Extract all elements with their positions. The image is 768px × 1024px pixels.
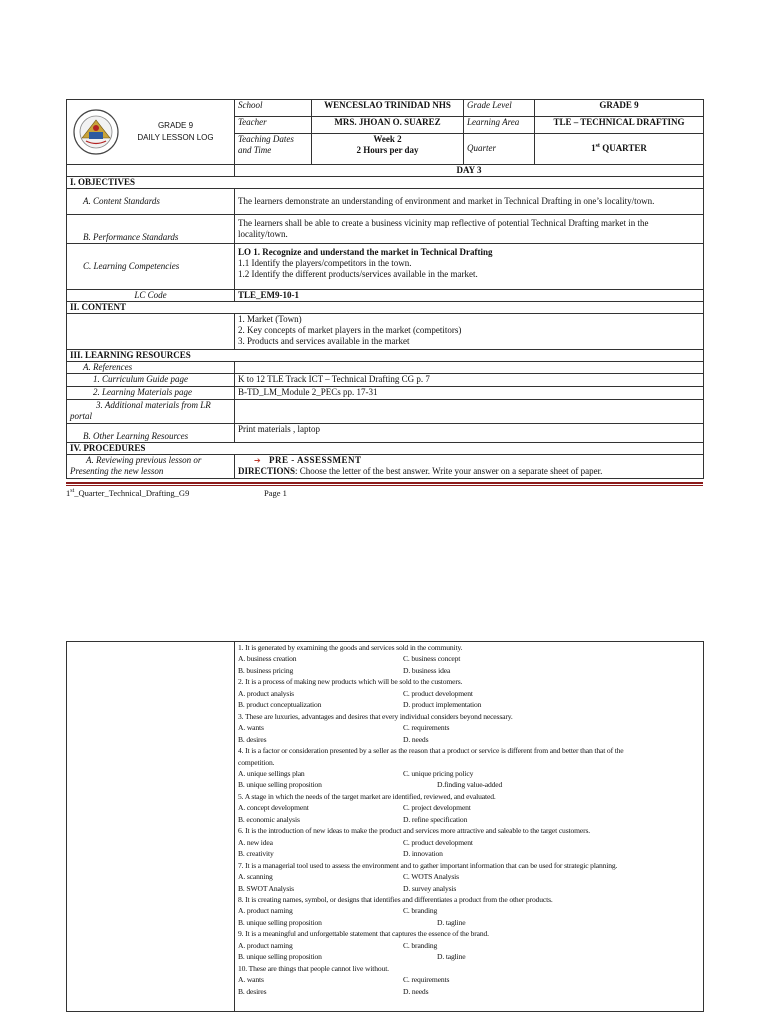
- option-d: D. needs: [403, 734, 429, 744]
- learning-competencies-cell: [235, 244, 704, 290]
- grade-level-value: GRADE 9: [535, 100, 704, 117]
- option-row: [238, 653, 700, 664]
- school-seal-icon: [72, 108, 120, 156]
- performance-standards-label: B. Performance Standards: [67, 215, 235, 244]
- option-a: A. concept development: [238, 803, 309, 813]
- question-stem: 2. It is a process of making new products which will be sold to the customers.: [238, 677, 463, 687]
- teaching-dates-label: Teaching Dates and Time: [235, 133, 312, 164]
- option-c: C. branding: [403, 906, 438, 916]
- option-b: B. business pricing: [238, 665, 294, 675]
- option-b: B. product conceptualization: [238, 700, 322, 710]
- option-a: A. business creation: [238, 654, 297, 664]
- grade-title: GRADE 9: [157, 121, 194, 130]
- option-c: C. product development: [403, 688, 473, 698]
- option-row: [238, 871, 700, 882]
- learning-materials-label: 2. Learning Materials page: [67, 387, 235, 400]
- option-row: [238, 688, 700, 699]
- learning-area-label: Learning Area: [464, 116, 535, 133]
- teacher-label: Teacher: [235, 116, 312, 133]
- quarter-text: QUARTER: [599, 143, 647, 154]
- option-d: D.finding value-added: [437, 780, 503, 790]
- reviewing-lesson-label: A. Reviewing previous lesson or Presenting the new lesson: [67, 455, 235, 479]
- content-items-cell: [235, 314, 704, 350]
- other-resources-value: Print materials , laptop: [235, 424, 704, 443]
- lc-code-value: TLE_EM9-10-1: [235, 290, 704, 302]
- option-d: D. refine specification: [403, 814, 468, 824]
- content-item-3: 3. Products and services available in the market: [238, 336, 410, 346]
- footer-num: 1: [66, 488, 71, 498]
- option-b: B. SWOT Analysis: [238, 883, 294, 893]
- option-row: [238, 665, 700, 676]
- content-blank-cell: [67, 314, 235, 350]
- week-hours-cell: [312, 133, 464, 164]
- option-row: [238, 722, 700, 733]
- quarter-value: [535, 133, 704, 164]
- performance-standards-text: The learners shall be able to create a business vicinity map reflective of potential Technical Drafting market in the locality/town.: [235, 215, 704, 244]
- option-b: B. creativity: [238, 849, 274, 859]
- option-a: A. product naming: [238, 940, 293, 950]
- quarter-sup: st: [595, 143, 600, 150]
- option-c: C. product development: [403, 837, 473, 847]
- option-row: [238, 883, 700, 894]
- references-blank: [235, 362, 704, 374]
- school-value: WENCESLAO TRINIDAD NHS: [312, 100, 464, 117]
- pointer-arrow-icon: ➔: [254, 456, 261, 465]
- page-footer: [66, 482, 703, 498]
- option-row: [238, 779, 700, 790]
- footer-rule-thin: [66, 485, 703, 486]
- pre-assessment-title: PRE - ASSESSMENT: [268, 455, 362, 465]
- content-title: II. CONTENT: [67, 302, 704, 314]
- option-c: C. branding: [403, 940, 438, 950]
- questions-table: [66, 641, 704, 1012]
- option-row: [238, 848, 700, 859]
- grade-level-label: Grade Level: [464, 100, 535, 117]
- option-row: [238, 986, 700, 997]
- pre-assessment-heading: [238, 455, 700, 466]
- option-row: [238, 940, 700, 951]
- footer-sup: st: [70, 488, 75, 495]
- option-a: A. unique sellings plan: [238, 768, 305, 778]
- option-row: [238, 768, 700, 779]
- learning-area-value: TLE – TECHNICAL DRAFTING: [535, 116, 704, 133]
- content-standards-label: A. Content Standards: [67, 189, 235, 215]
- directions-label: DIRECTIONS: [238, 466, 296, 476]
- teacher-value: MRS. JHOAN O. SUAREZ: [312, 116, 464, 133]
- option-row: [238, 837, 700, 848]
- learning-materials-value: B-TD_LM_Module 2_PECs pp. 17-31: [235, 387, 704, 400]
- option-c: C. WOTS Analysis: [403, 872, 459, 882]
- question-stem: 7. It is a managerial tool used to assess the environment and to gather important information that can be used for strategic planning.: [238, 860, 618, 870]
- option-row: [238, 699, 700, 710]
- option-row: [238, 917, 700, 928]
- header-logo-cell: [67, 100, 235, 165]
- option-row: [238, 951, 700, 962]
- option-d: D. innovation: [403, 849, 443, 859]
- option-a: A. wants: [238, 975, 264, 985]
- question-stem: 5. A stage in which the needs of the target market are identified, reviewed, and evaluated.: [238, 791, 496, 801]
- question-stem: 8. It is creating names, symbol, or designs that identifies and differentiates a product from the other products.: [238, 894, 553, 904]
- questions-cell: [235, 642, 704, 1012]
- option-b: B. desires: [238, 986, 267, 996]
- option-b: B. desires: [238, 734, 267, 744]
- option-b: B. unique selling proposition: [238, 917, 322, 927]
- footer-page-number: Page 1: [264, 488, 287, 498]
- procedures-title: IV. PROCEDURES: [67, 443, 704, 455]
- quarter-label: Quarter: [464, 133, 535, 164]
- hours-value: 2 Hours per day: [356, 144, 419, 155]
- question-stem: 10. These are things that people cannot live without.: [238, 963, 389, 973]
- pre-assessment-cell: [235, 455, 704, 479]
- option-d: D. needs: [403, 986, 429, 996]
- option-b: B. unique selling proposition: [238, 780, 322, 790]
- resources-title: III. LEARNING RESOURCES: [67, 350, 704, 362]
- lr-portal-label: 3. Additional materials from LR portal: [67, 400, 235, 424]
- option-row: [238, 905, 700, 916]
- directions-line: [238, 466, 700, 477]
- option-b: B. unique selling proposition: [238, 952, 322, 962]
- quarter-num: 1: [591, 143, 596, 154]
- option-row: [238, 974, 700, 985]
- option-d: D. tagline: [437, 917, 466, 927]
- week-value: Week 2: [373, 133, 402, 144]
- learning-competencies-label: C. Learning Competencies: [67, 244, 235, 290]
- curriculum-guide-value: K to 12 TLE Track ICT – Technical Drafting CG p. 7: [235, 374, 704, 387]
- option-c: C. requirements: [403, 723, 450, 733]
- option-row: [238, 802, 700, 813]
- directions-text: : Choose the letter of the best answer. Write your answer on a separate sheet of paper.: [295, 466, 603, 476]
- option-c: C. unique pricing policy: [403, 768, 474, 778]
- footer-rule: [66, 482, 703, 484]
- lo-title: LO 1. Recognize and understand the market in Technical Drafting: [238, 247, 493, 257]
- option-a: A. scanning: [238, 872, 273, 882]
- content-item-1: 1. Market (Town): [238, 314, 302, 324]
- lo-item-2: 1.2 Identify the different products/services available in the market.: [238, 269, 478, 279]
- option-c: C. requirements: [403, 975, 450, 985]
- lc-code-label: LC Code: [67, 290, 235, 302]
- option-c: C. project development: [403, 803, 471, 813]
- option-d: D. product implementation: [403, 700, 482, 710]
- content-standards-text: The learners demonstrate an understanding of environment and market in Technical Drafting in one’s locality/town.: [235, 189, 704, 215]
- option-a: A. product naming: [238, 906, 293, 916]
- content-item-2: 2. Key concepts of market players in the market (competitors): [238, 325, 462, 335]
- question-stem: 9. It is a meaningful and unforgettable statement that captures the essence of the brand.: [238, 929, 489, 939]
- day-value: DAY 3: [235, 165, 704, 177]
- day-blank-cell: [67, 165, 235, 177]
- footer-rest: _Quarter_Technical_Drafting_G9: [74, 488, 190, 498]
- option-d: D. business idea: [403, 665, 451, 675]
- option-a: A. wants: [238, 723, 264, 733]
- other-resources-label: B. Other Learning Resources: [67, 424, 235, 443]
- question-stem: 1. It is generated by examining the goods and services sold in the community.: [238, 643, 463, 652]
- option-b: B. economic analysis: [238, 814, 300, 824]
- option-d: D. tagline: [437, 952, 466, 962]
- lo-item-1: 1.1 Identify the players/competitors in the town.: [238, 258, 412, 268]
- lr-portal-value: [235, 400, 704, 424]
- option-row: [238, 734, 700, 745]
- footer-quarter-label: [66, 488, 189, 498]
- option-a: A. product analysis: [238, 688, 294, 698]
- option-a: A. new idea: [238, 837, 273, 847]
- references-label: A. References: [67, 362, 235, 374]
- option-c: C. business concept: [403, 654, 461, 664]
- question-stem: 4. It is a factor or consideration presented by a seller as the reason that a product or service is different from and better than that of the: [238, 746, 624, 756]
- question-stem-cont: competition.: [238, 757, 275, 767]
- question-stem: 6. It is the introduction of new ideas to make the product and services more attractive and saleable to the target customers.: [238, 826, 591, 836]
- log-title: DAILY LESSON LOG: [137, 133, 214, 142]
- daily-lesson-log-table: [66, 99, 704, 479]
- option-d: D. survey analysis: [403, 883, 457, 893]
- objectives-title: I. OBJECTIVES: [67, 177, 704, 189]
- option-row: [238, 814, 700, 825]
- curriculum-guide-label: 1. Curriculum Guide page: [67, 374, 235, 387]
- school-label: School: [235, 100, 312, 117]
- question-stem: 3. These are luxuries, advantages and desires that every individual considers beyond necessary.: [238, 711, 513, 721]
- questions-blank-cell: [67, 642, 235, 1012]
